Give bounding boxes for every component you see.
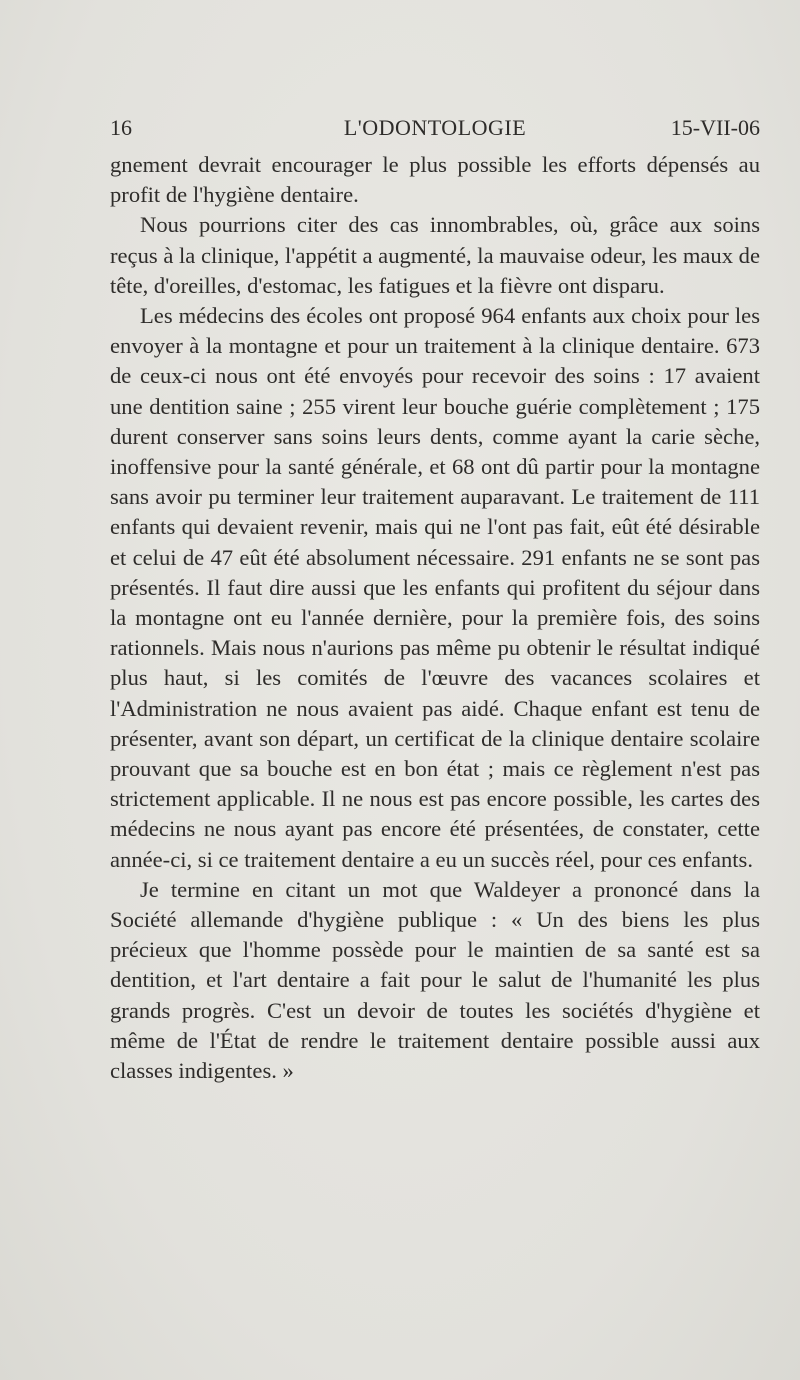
paragraph-continuation: gnement devrait encourager le plus possible les efforts dépensés au profit de l'hygiène dentaire.: [110, 152, 760, 208]
paragraph: Les médecins des écoles ont proposé 964 enfants aux choix pour les envoyer à la montagne et pour un traitement à la clinique dentaire. 673 de ceux-ci nous ont été envoyés pour recevoir des soins : 17 avaient une dentition saine ; 255 virent leur bouche guérie complètement ; 175 durent conserver sans soins leurs dents, comme ayant la carie sèche, inoffensive pour la santé générale, et 68 ont dû partir pour la montagne sans avoir pu terminer leur traitement auparavant. Le traitement de 111 enfants qui devaient revenir, mais qui ne l'ont pas fait, eût été désirable et celui de 47 eût été absolument nécessaire. 291 enfants ne se sont pas présentés. Il faut dire aussi que les enfants qui profitent du séjour dans la montagne ont eu l'année dernière, pour la première fois, des soins rationnels. Mais nous n'aurions pas même pu obtenir le résultat indiqué plus haut, si les comités de l'œuvre des vacances scolaires et l'Administration ne nous avaient pas aidé. Chaque enfant est tenu de présenter, avant son départ, un certificat de la clinique dentaire scolaire prouvant que sa bouche est en bon état ; mais ce règlement n'est pas strictement applicable. Il ne nous est pas encore possible, les cartes des médecins ne nous ayant pas encore été présentées, de constater, cette année-ci, si ce traitement dentaire a eu un succès réel, pour ces enfants.: [110, 303, 760, 872]
running-title: L'ODONTOLOGIE: [343, 115, 527, 140]
issue-date: 15-VII-06: [670, 115, 760, 140]
body-text: [110, 150, 760, 1086]
paragraph: Nous pourrions citer des cas innombrables, où, grâce aux soins reçus à la clinique, l'appétit a augmenté, la mauvaise odeur, les maux de tête, d'oreilles, d'estomac, les fatigues et la fièvre ont disparu.: [110, 212, 760, 298]
paragraph: Je termine en citant un mot que Waldeyer a prononcé dans la Société allemande d'hygiène publique : « Un des biens les plus précieux que l'homme possède pour le maintien de sa santé est sa dentition, et l'art dentaire a fait pour le salut de l'humanité les plus grands progrès. C'est un devoir de toutes les sociétés d'hygiène et même de l'État de rendre le traitement dentaire possible aussi aux classes indigentes. »: [110, 876, 760, 1084]
running-header: [110, 112, 760, 144]
page-number: 16: [110, 115, 132, 140]
